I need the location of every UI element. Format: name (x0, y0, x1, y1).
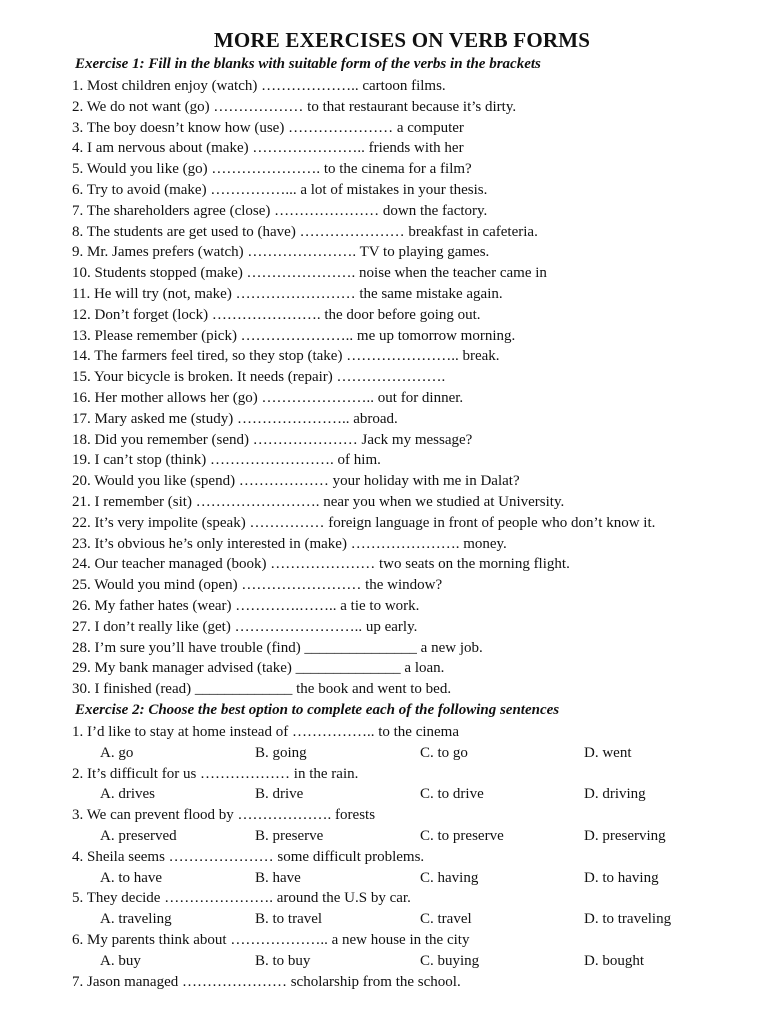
option-d: D. to having (584, 869, 659, 886)
exercise-1-item: 8. The students are get used to (have) ………………… breakfast in cafeteria. (72, 223, 538, 240)
exercise-1-item: 29. My bank manager advised (take) ______________ a loan. (72, 660, 445, 677)
option-c: C. having (420, 869, 479, 886)
option-row (72, 826, 762, 847)
option-c: C. to go (420, 744, 468, 761)
exercise-1-item: 10. Students stopped (make) …………………. noise when the teacher came in (72, 265, 547, 282)
exercise-1-item: 2. We do not want (go) ……………… to that restaurant because it’s dirty. (72, 98, 517, 115)
exercise-1-item: 1. Most children enjoy (watch) ……………….. cartoon films. (72, 78, 446, 94)
exercise-2-question: 4. Sheila seems ………………… some difficult problems. (72, 848, 425, 865)
exercise-1-item: 24. Our teacher managed (book) ………………… two seats on the morning flight. (72, 556, 570, 573)
exercise-2-question: 1. I’d like to stay at home instead of …………….. to the cinema (72, 724, 459, 740)
option-a: A. preserved (100, 827, 177, 844)
option-c: C. to drive (420, 786, 484, 803)
exercise-2-question: 6. My parents think about ……………….. a new house in the city (72, 931, 470, 948)
exercise-2-list (72, 722, 762, 992)
option-b: B. to travel (255, 911, 323, 928)
exercise-1-item: 20. Would you like (spend) ……………… your holiday with me in Dalat? (72, 473, 520, 490)
exercise-1-item: 12. Don’t forget (lock) …………………. the door before going out. (72, 306, 481, 323)
option-b: B. have (255, 869, 301, 886)
option-a: A. to have (100, 869, 163, 886)
exercise-1-item: 21. I remember (sit) ……………………. near you when we studied at University. (72, 493, 565, 510)
exercise-2-heading: Exercise 2: Choose the best option to complete each of the following sentences (75, 702, 560, 718)
exercise-1-item: 28. I’m sure you’ll have trouble (find) _______________ a new job. (72, 639, 483, 656)
option-a: A. buy (100, 952, 141, 969)
option-row (72, 868, 762, 889)
exercise-1-item: 19. I can’t stop (think) ……………………. of him. (72, 452, 381, 469)
exercise-1-item: 7. The shareholders agree (close) ………………… down the factory. (72, 202, 488, 219)
option-a: A. drives (100, 786, 155, 803)
exercise-2-question: 5. They decide …………………. around the U.S by car. (72, 890, 411, 907)
exercise-1-heading: Exercise 1: Fill in the blanks with suitable form of the verbs in the brackets (75, 56, 541, 72)
option-b: B. to buy (255, 952, 311, 969)
option-a: A. traveling (100, 911, 172, 928)
option-b: B. drive (255, 786, 304, 803)
exercise-2-question: 2. It’s difficult for us ……………… in the rain. (72, 765, 359, 782)
exercise-1-item: 30. I finished (read) _____________ the book and went to bed. (72, 681, 452, 698)
option-row (72, 784, 762, 805)
exercise-1-item: 27. I don’t really like (get) …………………….. up early. (72, 618, 418, 635)
exercise-1-item: 9. Mr. James prefers (watch) …………………. TV to playing games. (72, 244, 490, 261)
option-d: D. bought (584, 952, 644, 969)
exercise-1-item: 23. It’s obvious he’s only interested in (make) …………………. money. (72, 535, 507, 552)
option-c: C. buying (420, 952, 480, 969)
exercise-1-list (72, 76, 762, 700)
option-row (72, 743, 762, 764)
option-row (72, 909, 762, 930)
exercise-1-item: 11. He will try (not, make) …………………… the same mistake again. (72, 285, 503, 302)
exercise-1-item: 17. Mary asked me (study) ………………….. abroad. (72, 410, 398, 427)
option-d: D. went (584, 744, 632, 761)
option-c: C. to preserve (420, 827, 504, 844)
exercise-1-item: 18. Did you remember (send) ………………… Jack my message? (72, 431, 473, 448)
exercise-1-item: 22. It’s very impolite (speak) …………… foreign language in front of people who don’t know it. (72, 514, 656, 531)
exercise-2-question: 3. We can prevent flood by ………………. forests (72, 807, 376, 824)
exercise-1-item: 16. Her mother allows her (go) ………………….. out for dinner. (72, 389, 464, 406)
option-d: D. preserving (584, 827, 666, 844)
option-d: D. driving (584, 786, 646, 803)
page-title: MORE EXERCISES ON VERB FORMS (213, 28, 591, 52)
exercise-1-item: 3. The boy doesn’t know how (use) ………………… a computer (72, 119, 464, 136)
exercise-1-item: 14. The farmers feel tired, so they stop (take) ………………….. break. (72, 348, 500, 365)
exercise-1-item: 6. Try to avoid (make) ……………... a lot of mistakes in your thesis. (72, 181, 488, 198)
exercise-1-item: 25. Would you mind (open) …………………… the window? (72, 577, 443, 594)
option-b: B. going (255, 744, 307, 761)
exercise-1-item: 5. Would you like (go) …………………. to the cinema for a film? (72, 161, 472, 178)
option-d: D. to traveling (584, 911, 672, 928)
option-a: A. go (100, 744, 134, 761)
exercise-2-question: 7. Jason managed ………………… scholarship from the school. (72, 973, 461, 990)
option-row (72, 951, 762, 972)
option-b: B. preserve (255, 827, 324, 844)
exercise-1-item: 4. I am nervous about (make) ………………….. friends with her (72, 140, 464, 157)
exercise-1-item: 26. My father hates (wear) ………….…….. a tie to work. (72, 597, 420, 614)
option-c: C. travel (420, 911, 472, 928)
exercise-1-item: 13. Please remember (pick) ………………….. me up tomorrow morning. (72, 327, 516, 344)
exercise-1-item: 15. Your bicycle is broken. It needs (repair) …………………. (72, 369, 446, 386)
